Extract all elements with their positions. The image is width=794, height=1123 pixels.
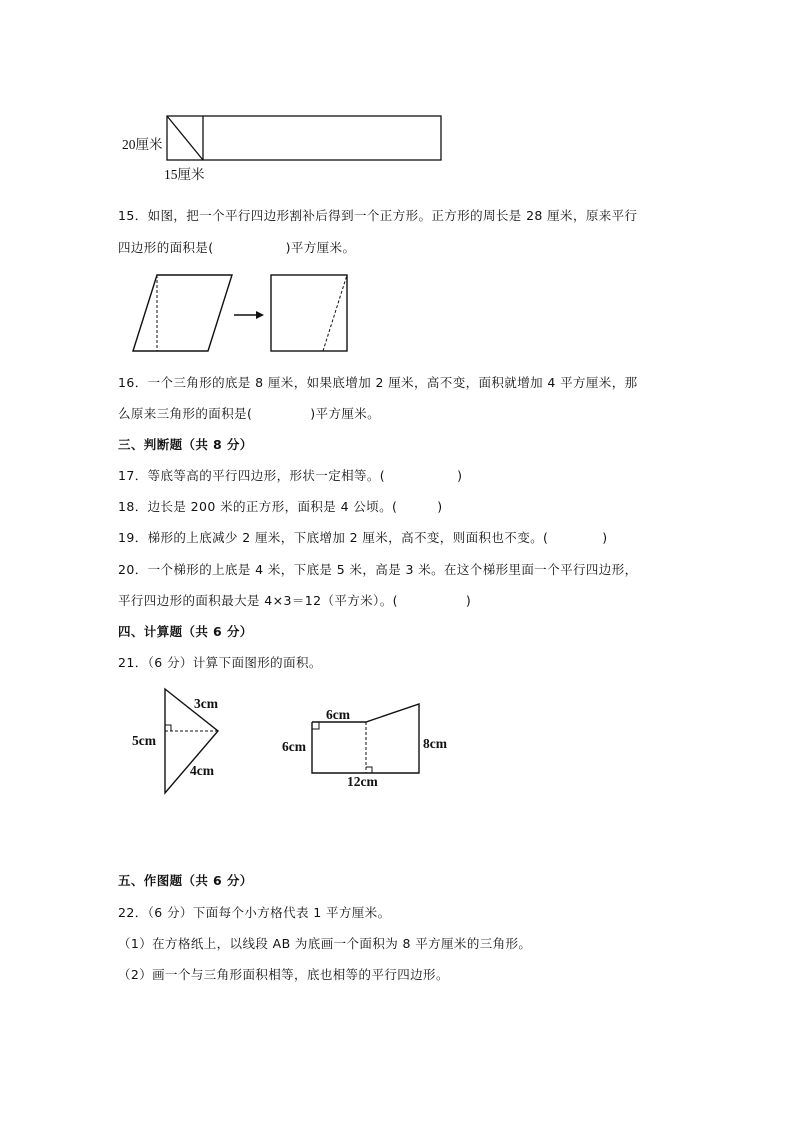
- triangle-label-5cm: 5cm: [132, 733, 156, 748]
- trapezoid-label-8cm: 8cm: [423, 736, 447, 751]
- q16-line1: 16．一个三角形的底是 8 厘米，如果底增加 2 厘米，高不变，面积就增加 4 平方厘米，那: [118, 375, 638, 390]
- q16-line2-pre: 么原来三角形的面积是(: [118, 406, 253, 421]
- q16-line2-post: )平方厘米。: [310, 406, 381, 421]
- label-15cm: 15厘米: [164, 167, 205, 182]
- q18-close: ): [437, 499, 443, 514]
- q15-line2-post: )平方厘米。: [285, 240, 356, 255]
- trapezoid-right-angle-bottom: [366, 767, 372, 773]
- section5-title: 五、作图题（共 6 分）: [118, 873, 253, 888]
- q19-text: 19．梯形的上底减少 2 厘米，下底增加 2 厘米，高不变，则面积也不变。(: [118, 530, 549, 545]
- label-20cm: 20厘米: [122, 137, 163, 152]
- triangle-label-4cm: 4cm: [190, 763, 214, 778]
- trapezoid-right-angle-top: [312, 722, 319, 729]
- q20-close: ): [465, 593, 472, 608]
- q22-text: 22．（6 分）下面每个小方格代表 1 平方厘米。: [118, 905, 391, 920]
- trapezoid-label-12cm: 12cm: [347, 774, 378, 789]
- q20-line2-text: 平行四边形的面积最大是 4×3＝12（平方米）。(: [118, 593, 398, 608]
- q19-close: ): [602, 530, 608, 545]
- q20-line1: 20．一个梯形的上底是 4 米，下底是 5 米，高是 3 米。在这个梯形里面一个平行四边形，: [118, 562, 638, 577]
- q22-sub2: （2）画一个与三角形面积相等，底也相等的平行四边形。: [118, 967, 449, 982]
- section3-title: 三、判断题（共 8 分）: [118, 437, 253, 452]
- q15-line2-pre: 四边形的面积是(: [118, 240, 214, 255]
- trapezoid-label-6cm-left: 6cm: [282, 739, 306, 754]
- q21-text: 21．（6 分）计算下面图形的面积。: [118, 655, 322, 670]
- triangle-right-angle-mark: [165, 725, 171, 731]
- q17-text: 17．等底等高的平行四边形，形状一定相等。(: [118, 468, 386, 483]
- section4-title: 四、计算题（共 6 分）: [118, 624, 253, 639]
- trapezoid-label-6cm-top: 6cm: [326, 707, 350, 722]
- q15-line1: 15．如图，把一个平行四边形割补后得到一个正方形。正方形的周长是 28 厘米，原来平行: [118, 208, 638, 223]
- q22-sub1: （1）在方格纸上，以线段 AB 为底画一个面积为 8 平方厘米的三角形。: [118, 936, 532, 951]
- q18-text: 18．边长是 200 米的正方形，面积是 4 公顷。(: [118, 499, 398, 514]
- triangle-label-3cm: 3cm: [194, 696, 218, 711]
- q17-close: ): [457, 468, 463, 483]
